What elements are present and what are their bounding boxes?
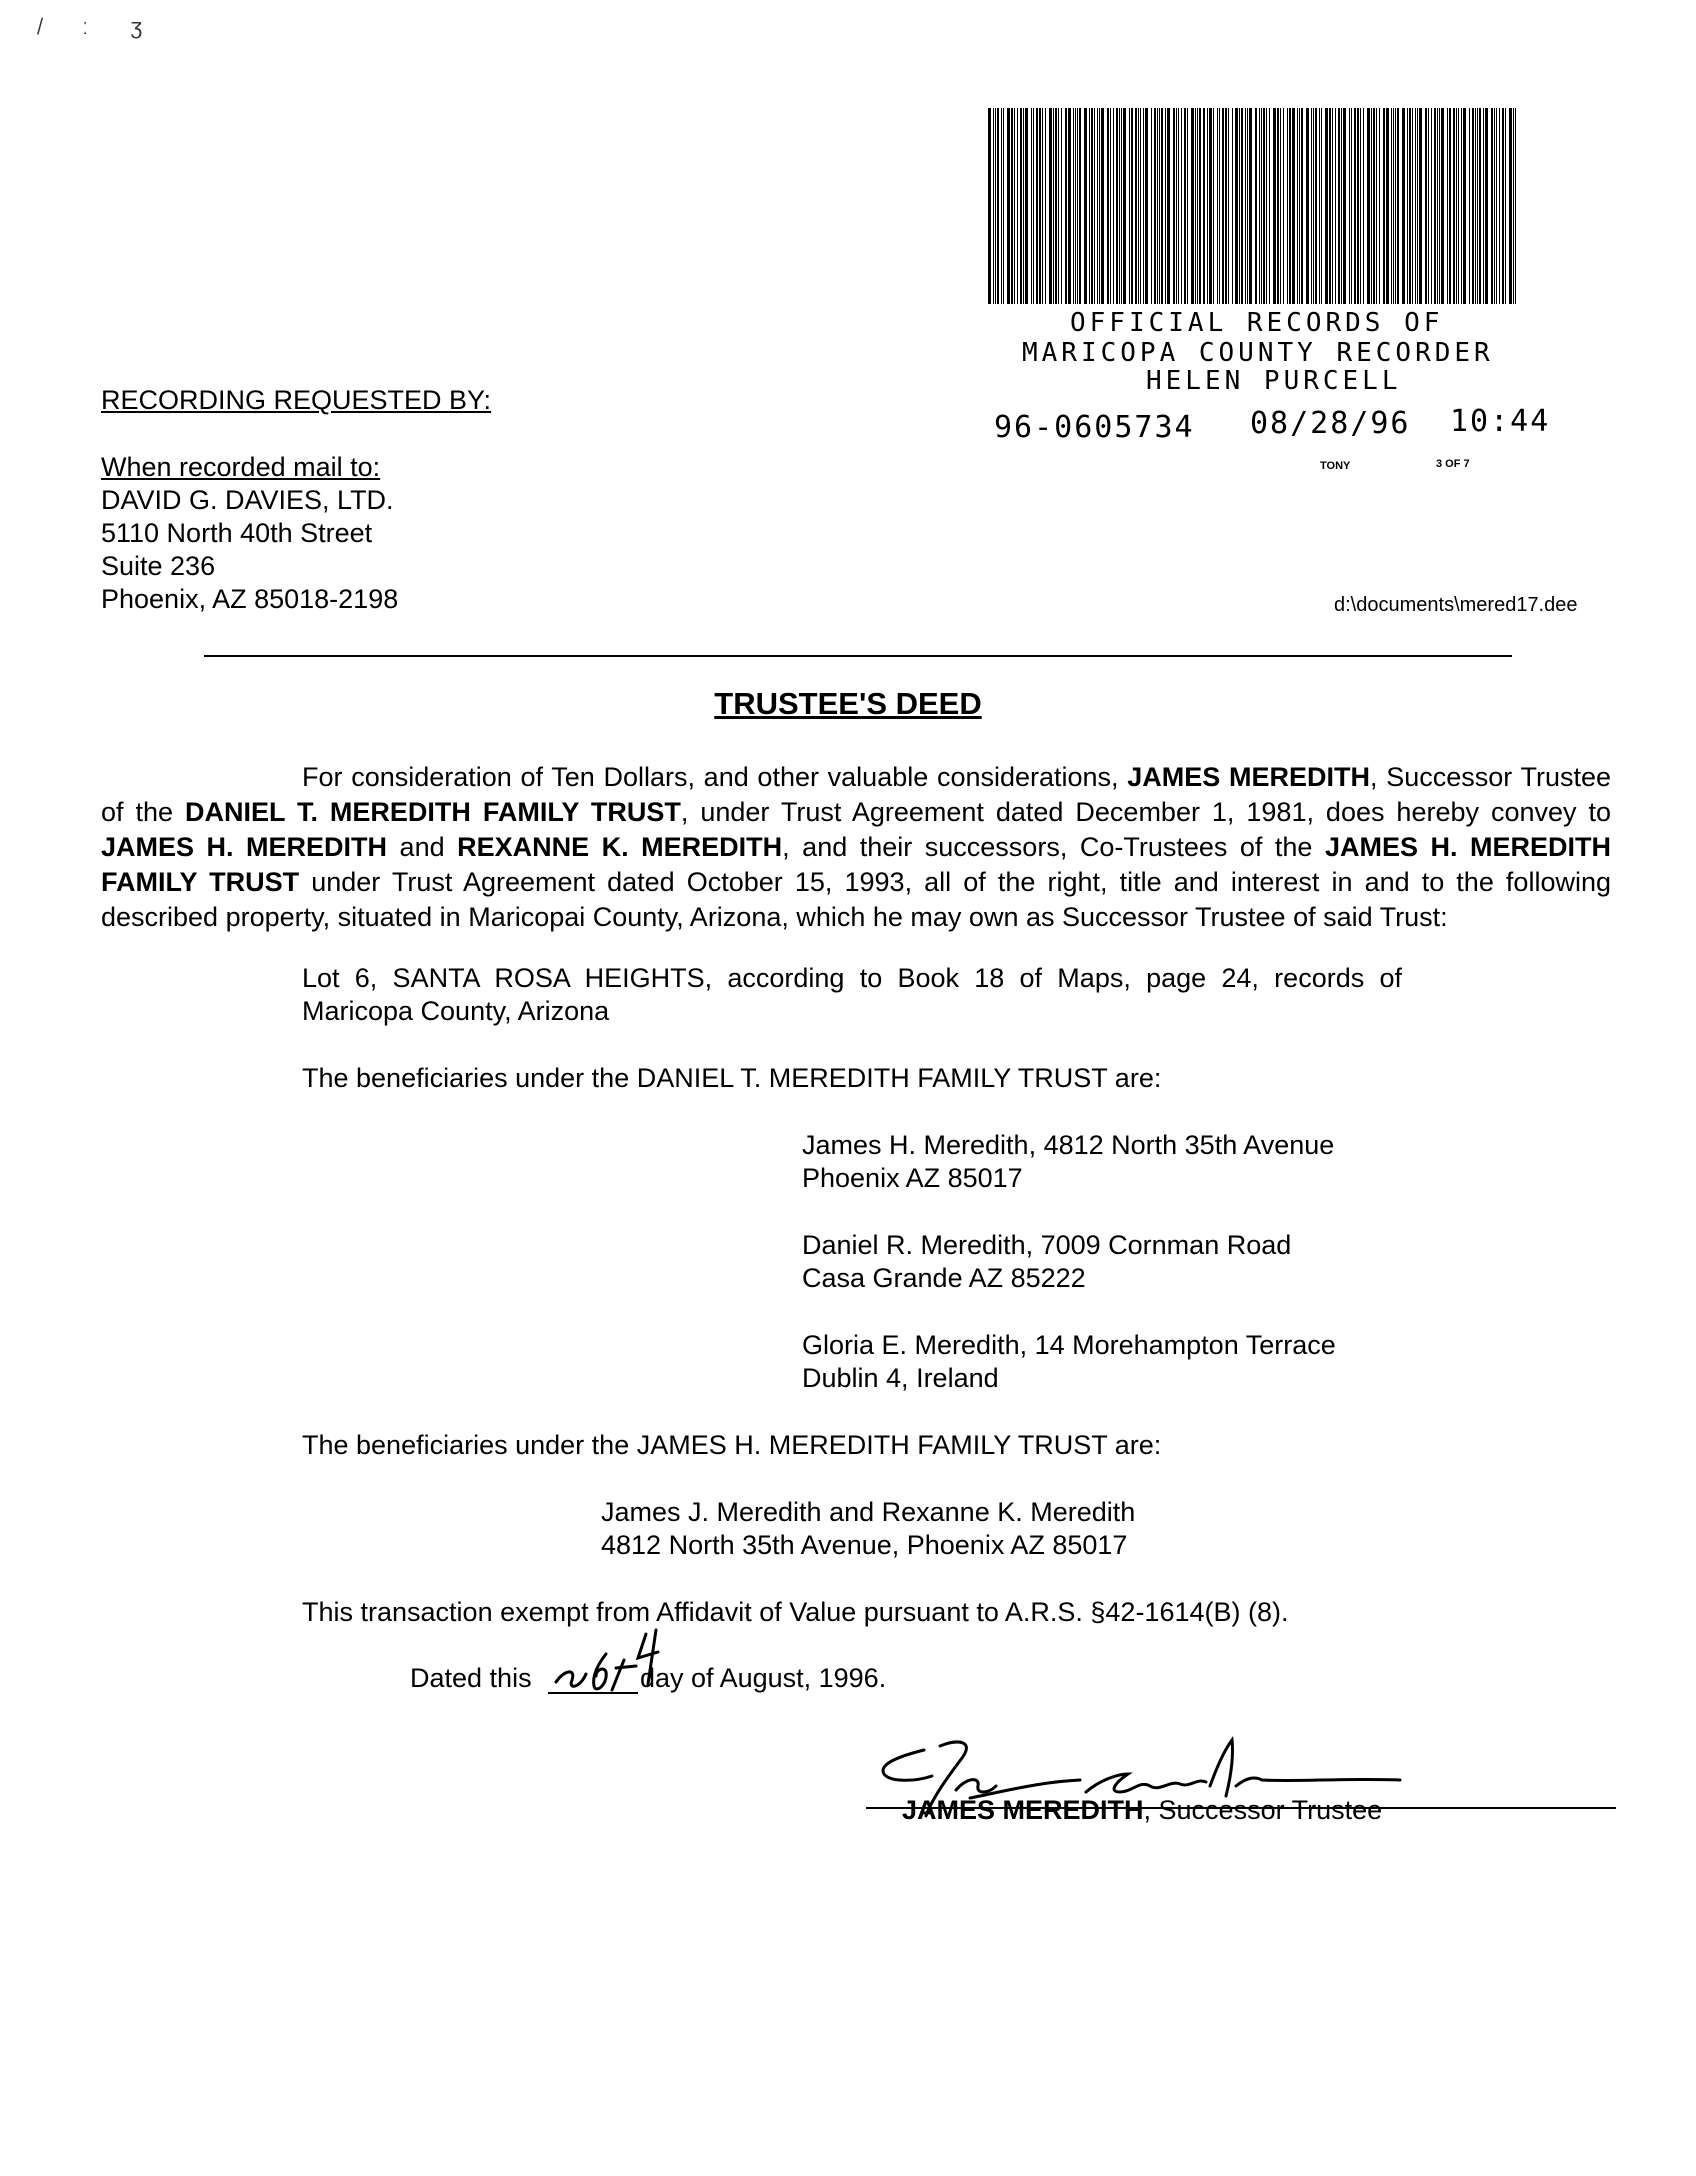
barcode-bar [1049, 108, 1052, 304]
barcode-bar [1292, 108, 1295, 304]
barcode-bar [1245, 108, 1246, 304]
barcode-bar [1437, 108, 1438, 304]
barcode-bar [1143, 108, 1144, 304]
barcode-bar [1463, 108, 1466, 304]
barcode-bar [1065, 108, 1067, 304]
barcode-bar [1131, 108, 1133, 304]
barcode-bar [1039, 108, 1041, 304]
barcode-bar [1483, 108, 1484, 304]
barcode-bar [1084, 108, 1087, 304]
barcode-bar [1079, 108, 1081, 304]
barcode-bar [1197, 108, 1198, 304]
barcode-bar [1157, 108, 1158, 304]
barcode-bar [1036, 108, 1038, 304]
barcode-bar [1075, 108, 1076, 304]
grantor-trust-name: DANIEL T. MEREDITH FAMILY TRUST [184, 797, 681, 827]
barcode-bar [1195, 108, 1196, 304]
barcode-bar [1181, 108, 1182, 304]
barcode-bar [1434, 108, 1436, 304]
barcode-bar [1235, 108, 1238, 304]
barcode-bar [1247, 108, 1248, 304]
barcode-bar [1412, 108, 1413, 304]
barcode-bar [1110, 108, 1111, 304]
barcode-bar [1261, 108, 1262, 304]
barcode-bar [1338, 108, 1340, 304]
barcode-bar [1513, 108, 1514, 304]
barcode-bar [1199, 108, 1201, 304]
barcode-bar [1393, 108, 1394, 304]
barcode-bar [1349, 108, 1350, 304]
barcode-bar [1373, 108, 1375, 304]
barcode-bar [1176, 108, 1177, 304]
barcode-bar [1113, 108, 1114, 304]
barcode-bar [1203, 108, 1205, 304]
barcode-bar [1453, 108, 1455, 304]
mail-to-street: 5110 North 40th Street [101, 518, 373, 548]
barcode-bar [1007, 108, 1010, 304]
james-trust-beneficiary-line-2: 4812 North 35th Avenue, Phoenix AZ 85017 [601, 1530, 1128, 1560]
barcode-bar [1001, 108, 1002, 304]
barcode-bar [1033, 108, 1034, 304]
barcode-bar [1315, 108, 1317, 304]
recorder-stamp-line-3: HELEN PURCELL [1146, 366, 1402, 396]
barcode-bar [1321, 108, 1322, 304]
barcode-bar [1097, 108, 1098, 304]
barcode-bar [1383, 108, 1385, 304]
barcode-bar [1287, 108, 1288, 304]
barcode-bar [1301, 108, 1303, 304]
mail-to-name: DAVID G. DAVIES, LTD. [101, 485, 394, 515]
barcode-bar [1472, 108, 1474, 304]
daniel-trust-heading: The beneficiaries under the DANIEL T. MEREDITH FAMILY TRUST are: [302, 1063, 1162, 1093]
barcode-bar [1017, 108, 1018, 304]
barcode-bar [1140, 108, 1141, 304]
barcode-bar [1228, 108, 1229, 304]
barcode-bar [993, 108, 994, 304]
barcode-bar [1031, 108, 1032, 304]
signatory-name: JAMES MEREDITH [902, 1795, 1144, 1825]
barcode-bar [1367, 108, 1370, 304]
record-time: 10:44 [1450, 404, 1551, 439]
barcode-bar [1319, 108, 1320, 304]
barcode-bar [1239, 108, 1240, 304]
mail-to-suite: Suite 236 [101, 551, 216, 581]
barcode-bar [1335, 108, 1336, 304]
barcode-bar [1299, 108, 1300, 304]
barcode-bar [1055, 108, 1057, 304]
beneficiary-2-line-1: Daniel R. Meredith, 7009 Cornman Road [802, 1230, 1292, 1260]
grantee-name-1: JAMES H. MEREDITH [101, 832, 388, 862]
barcode-bar [1402, 108, 1405, 304]
barcode-bar [1123, 108, 1126, 304]
barcode-bar [1391, 108, 1392, 304]
barcode-bar [1496, 108, 1497, 304]
property-description-line-1: Lot 6, SANTA ROSA HEIGHTS, according to Book 18 of Maps, page 24, records of [302, 963, 1402, 993]
barcode-bar [1023, 108, 1024, 304]
barcode-bar [1280, 108, 1281, 304]
property-description-line-2: Maricopa County, Arizona [302, 996, 610, 1026]
grantor-name: JAMES MEREDITH [1127, 762, 1370, 792]
barcode-bar [1371, 108, 1372, 304]
beneficiary-2-line-2: Casa Grande AZ 85222 [802, 1263, 1086, 1293]
barcode-bar [1058, 108, 1059, 304]
barcode-bar [1456, 108, 1457, 304]
barcode-bar [1376, 108, 1377, 304]
barcode-bar [995, 108, 996, 304]
barcode-bar [1379, 108, 1380, 304]
barcode-bar [1447, 108, 1448, 304]
barcode-bar [1283, 108, 1284, 304]
document-number: 96-0605734 [994, 410, 1195, 445]
barcode-bar [1425, 108, 1427, 304]
barcode-bar [1068, 108, 1071, 304]
barcode-bar [1091, 108, 1093, 304]
barcode-bar [1042, 108, 1043, 304]
signatory-block [902, 1794, 1382, 1827]
recorder-stamp-line-2: MARICOPA COUNTY RECORDER [1022, 338, 1494, 368]
barcode-bar [1107, 108, 1109, 304]
barcode-bar [1494, 108, 1495, 304]
barcode-bar [1184, 108, 1186, 304]
mail-to-city: Phoenix, AZ 85018-2198 [101, 584, 399, 614]
barcode-bar [1213, 108, 1214, 304]
barcode-bar [1395, 108, 1396, 304]
barcode-bar [997, 108, 999, 304]
barcode-bar [1329, 108, 1331, 304]
barcode-bar [1020, 108, 1022, 304]
barcode-bar [1187, 108, 1188, 304]
barcode-bar [1116, 108, 1118, 304]
james-trust-heading: The beneficiaries under the JAMES H. MEREDITH FAMILY TRUST are: [302, 1430, 1162, 1460]
barcode-bar [1094, 108, 1095, 304]
barcode-bar [1407, 108, 1408, 304]
barcode-bar [1003, 108, 1004, 304]
barcode-bar [1449, 108, 1451, 304]
para-text-3: , under Trust Agreement dated December 1, 1981, does hereby convey to [680, 797, 1611, 827]
barcode-bar [1332, 108, 1333, 304]
barcode-bar [1101, 108, 1104, 304]
barcode-bar [1502, 108, 1504, 304]
beneficiary-3-line-1: Gloria E. Meredith, 14 Morehampton Terrace [802, 1330, 1336, 1360]
grantee-name-2: REXANNE K. MEREDITH [457, 832, 783, 862]
barcode-bar [1045, 108, 1046, 304]
barcode-bar [1225, 108, 1227, 304]
barcode-bar [1325, 108, 1328, 304]
barcode-bar [1277, 108, 1279, 304]
barcode-bar [1241, 108, 1243, 304]
barcode-bar [1417, 108, 1418, 304]
signatory-title: , Successor Trustee [1143, 1795, 1383, 1825]
barcode-bar [1273, 108, 1276, 304]
barcode-bar [1077, 108, 1078, 304]
barcode-bar [1191, 108, 1194, 304]
header-divider [204, 655, 1512, 657]
barcode-bar [1343, 108, 1346, 304]
exemption-statement: This transaction exempt from Affidavit of Value pursuant to A.R.S. §42-1614(B) (8). [302, 1597, 1289, 1627]
barcode-bar [1014, 108, 1015, 304]
barcode-bar [1145, 108, 1148, 304]
barcode-bar [1505, 108, 1506, 304]
barcode-bar [1469, 108, 1470, 304]
barcode-bar [1477, 108, 1478, 304]
barcode-bar [1357, 108, 1359, 304]
barcode-bar [1386, 108, 1389, 304]
recording-requested-label: RECORDING REQUESTED BY: [101, 385, 492, 415]
barcode-bar [1119, 108, 1120, 304]
barcode-bar [1159, 108, 1160, 304]
scan-specks: ̸ ː ʒ [40, 14, 161, 39]
barcode-bar [1161, 108, 1163, 304]
barcode-bar [1306, 108, 1309, 304]
barcode-bar [1138, 108, 1139, 304]
barcode-bar [1415, 108, 1416, 304]
barcode-bar [1209, 108, 1212, 304]
barcode-bar [1363, 108, 1364, 304]
barcode-bar [1165, 108, 1166, 304]
barcode-bar [1313, 108, 1314, 304]
barcode-bar [1207, 108, 1208, 304]
barcode-bar [1311, 108, 1312, 304]
barcode-bar [1167, 108, 1170, 304]
barcode-bar [1217, 108, 1218, 304]
barcode-bar [1360, 108, 1361, 304]
barcode-bar [1458, 108, 1459, 304]
barcode-bar [1499, 108, 1500, 304]
barcode-bar [1089, 108, 1090, 304]
barcode-bar [1297, 108, 1298, 304]
barcode-bar [1178, 108, 1179, 304]
barcode-bar [1269, 108, 1270, 304]
barcode-bar [1431, 108, 1432, 304]
barcode-bar [1509, 108, 1512, 304]
dated-prefix: Dated this [410, 1663, 532, 1693]
clerk-initials: TONY [1320, 460, 1351, 472]
barcode-bar [1439, 108, 1440, 304]
barcode-bar [1461, 108, 1462, 304]
beneficiary-1-line-2: Phoenix AZ 85017 [802, 1163, 1023, 1193]
barcode-bar [1491, 108, 1493, 304]
barcode-bar [1061, 108, 1062, 304]
recorder-stamp-line-1: OFFICIAL RECORDS OF [1070, 308, 1444, 338]
barcode-bar [1025, 108, 1028, 304]
barcode-bar [1479, 108, 1481, 304]
barcode-bar [1173, 108, 1175, 304]
file-path: d:\documents\mered17.dee [1334, 594, 1578, 616]
beneficiary-1-line-1: James H. Meredith, 4812 North 35th Avenue [802, 1130, 1335, 1160]
barcode-bar [1135, 108, 1137, 304]
para-text-4: and [387, 832, 458, 862]
document-title: TRUSTEE'S DEED [714, 686, 982, 721]
barcode-bar [1219, 108, 1220, 304]
barcode-bar [1121, 108, 1122, 304]
barcode-bar [1397, 108, 1399, 304]
james-trust-beneficiary-line-1: James J. Meredith and Rexanne K. Meredith [601, 1497, 1136, 1527]
barcode-bar [1232, 108, 1233, 304]
barcode-bar [1053, 108, 1054, 304]
barcode-bar [1351, 108, 1352, 304]
barcode-bar [1259, 108, 1260, 304]
barcode-bar [1222, 108, 1224, 304]
barcode-bar [1428, 108, 1429, 304]
barcode-bar [1011, 108, 1013, 304]
barcode-bar [1151, 108, 1152, 304]
para-text-6: under Trust Agreement dated October 15, 1993, all of the right, title and interest in and to the following described property, situated in Maricopai County, Arizona, which he may own as Successor Trustee of said Trust: [101, 867, 1611, 932]
grantee-trust-name: JAMES H. MEREDITH FAMILY TRUST [101, 832, 1611, 897]
mail-to-label: When recorded mail to: [101, 452, 381, 482]
beneficiary-3-line-2: Dublin 4, Ireland [802, 1363, 999, 1393]
barcode-bar [1249, 108, 1252, 304]
barcode-bar [1263, 108, 1265, 304]
barcode-bar [988, 108, 991, 304]
barcode-bar [1129, 108, 1130, 304]
para-text-5: , and their successors, Co-Trustees of the [782, 832, 1325, 862]
dated-suffix: day of August, 1996. [640, 1663, 887, 1693]
consideration-paragraph [101, 760, 1611, 935]
barcode-bar [1485, 108, 1488, 304]
barcode-bar [1289, 108, 1291, 304]
barcode-bar [1515, 108, 1516, 304]
barcode-bar [1475, 108, 1476, 304]
barcode-bar [1154, 108, 1156, 304]
barcode-bar [1419, 108, 1422, 304]
barcode [986, 108, 1520, 304]
page-count: 3 OF 7 [1436, 458, 1470, 470]
para-text-2: , Successor Trustee of the [101, 762, 1611, 827]
para-text-1: For consideration of Ten Dollars, and other valuable considerations, [302, 762, 1128, 792]
barcode-bar [1266, 108, 1267, 304]
record-date: 08/28/96 [1250, 406, 1411, 441]
barcode-bar [1073, 108, 1074, 304]
barcode-bar [1341, 108, 1342, 304]
barcode-bar [1099, 108, 1100, 304]
barcode-bar [1354, 108, 1356, 304]
barcode-bar [1409, 108, 1411, 304]
barcode-bar [1255, 108, 1257, 304]
barcode-bar [1441, 108, 1444, 304]
